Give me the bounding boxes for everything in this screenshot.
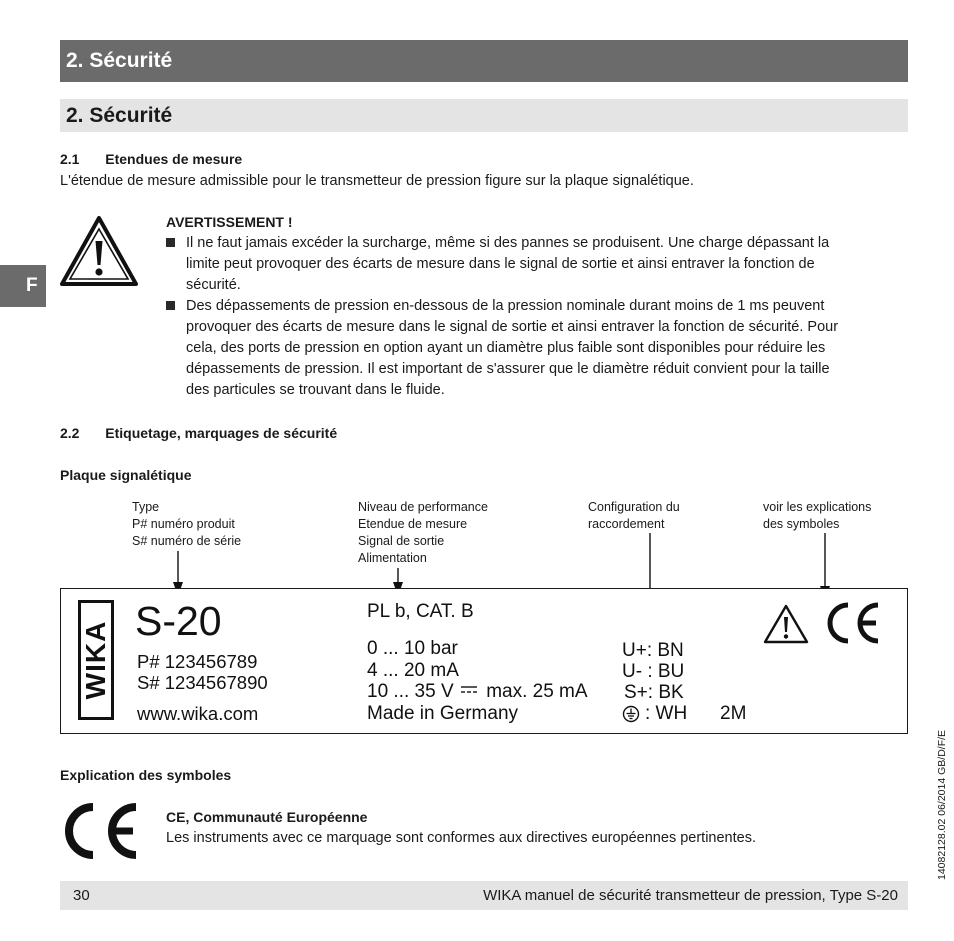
wika-logo-text: WIKA: [80, 620, 111, 700]
callout-connection-line-1: Configuration du: [588, 500, 680, 514]
plate-range: 0 ... 10 bar: [367, 638, 458, 659]
subsection-2-1-title: Etendues de mesure: [105, 151, 243, 167]
ce-mark-icon: [58, 801, 142, 861]
plate-model: S-20: [135, 598, 222, 644]
subsection-2-2-number: 2.2: [60, 425, 80, 441]
callout-performance-line-3: Signal de sortie: [358, 534, 445, 548]
plate-performance: PL b, CAT. B: [367, 601, 474, 622]
callout-connection-line-2: raccordement: [588, 517, 665, 531]
plate-conn-ground: : WH: [645, 703, 688, 724]
callout-performance-line-1: Niveau de performance: [358, 500, 488, 514]
section-title: 2. Sécurité: [66, 104, 173, 127]
plate-warning-icon: [763, 604, 809, 644]
warning-title: AVERTISSEMENT !: [166, 214, 293, 230]
subsection-2-2-title: Etiquetage, marquages de sécurité: [105, 425, 338, 441]
subsection-2-1-number: 2.1: [60, 151, 80, 167]
ce-title: CE, Communauté Européenne: [166, 809, 368, 825]
page-header-title: 2. Sécurité: [66, 49, 173, 72]
warning-item-1-line-2: limite peut provoquer des écarts de mesure dans le signal de sortie et ainsi entraver la fonction de: [186, 256, 815, 272]
plate-conn-u-minus: U- : BU: [622, 661, 685, 682]
dc-symbol-icon: [461, 678, 477, 688]
plate-supply-current: max. 25 mA: [486, 681, 588, 702]
plate-cable-length: 2M: [720, 703, 747, 724]
plate-supply: [367, 681, 588, 702]
plate-product-number: P# 123456789: [137, 651, 258, 672]
warning-item-2-line-3: cela, des ports de pression en option ayant un diamètre plus faible sont disponibles pour réduire les: [186, 340, 826, 356]
callout-type-line-3: S# numéro de série: [132, 534, 242, 548]
warning-item-1-line-3: sécurité.: [186, 277, 241, 293]
warning-item-2-line-4: dépassements de pression. Il est important de s'assurer que le diamètre réduit convient pour la taille: [186, 361, 830, 377]
plate-supply-voltage: 10 ... 35 V: [367, 681, 454, 702]
plate-serial-number: S# 1234567890: [137, 672, 268, 693]
callout-symbols-line-2: des symboles: [763, 517, 840, 531]
warning-item-2-line-2: provoquer des écarts de mesure dans le signal de sortie et ainsi entraver la fonction de sécurité. Pour: [186, 319, 839, 335]
page-number: 30: [73, 887, 90, 904]
subsection-2-1-body: L'étendue de mesure admissible pour le transmetteur de pression figure sur la plaque signalétique.: [60, 173, 694, 189]
plate-signal: 4 ... 20 mA: [367, 660, 459, 681]
callout-symbols-line-1: voir les explications: [763, 500, 872, 514]
callout-performance-line-2: Etendue de mesure: [358, 517, 468, 531]
warning-item-2-line-5: des particules se trouvant dans le fluide.: [186, 382, 445, 398]
callout-type-line-1: Type: [132, 500, 160, 514]
page-footer: [60, 881, 908, 910]
ce-description: Les instruments avec ce marquage sont conformes aux directives européennes pertinentes.: [166, 830, 756, 846]
plate-ce-mark-icon: [822, 600, 882, 646]
warning-item-2-line-1: Des dépassements de pression en-dessous de la pression nominale durant moins de 1 ms peuvent: [186, 298, 825, 314]
document-code: 14082128.02 06/2014 GB/D/F/E: [936, 729, 948, 880]
language-tab-label: F: [26, 275, 38, 296]
callout-performance-line-4: Alimentation: [358, 551, 427, 565]
wika-logo: [78, 600, 114, 720]
callout-type-line-2: P# numéro produit: [132, 517, 235, 531]
plate-url: www.wika.com: [137, 703, 259, 724]
footer-title: WIKA manuel de sécurité transmetteur de pression, Type S-20: [483, 887, 898, 904]
ground-symbol-icon: [622, 705, 640, 723]
symbols-heading: Explication des symboles: [60, 767, 232, 783]
nameplate-heading: Plaque signalétique: [60, 467, 192, 483]
warning-item-1-line-1: Il ne faut jamais excéder la surcharge, même si des pannes se produisent. Une charge dépassant la: [186, 235, 830, 251]
plate-made-in: Made in Germany: [367, 703, 519, 724]
plate-conn-s-plus: S+: BK: [624, 682, 684, 703]
plate-conn-u-plus: U+: BN: [622, 640, 684, 661]
